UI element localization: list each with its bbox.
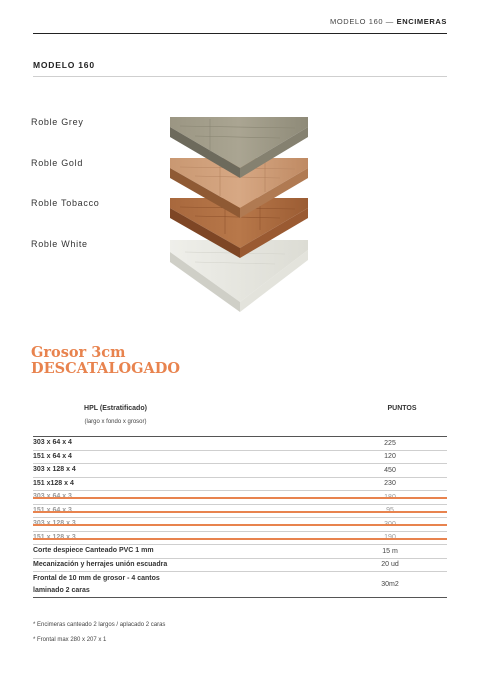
strikethrough-line bbox=[33, 497, 447, 499]
row-label-line1: Frontal de 10 mm de grosor - 4 cantos bbox=[33, 574, 160, 582]
table-row bbox=[33, 478, 447, 492]
strikethrough-line bbox=[33, 524, 447, 526]
table-row-frontal bbox=[33, 572, 447, 598]
footnote-frontal: * Frontal max 280 x 207 x 1 bbox=[33, 637, 107, 643]
section-title-line2: DESCATALOGADO bbox=[31, 360, 181, 377]
header-section: ENCIMERAS bbox=[396, 17, 447, 26]
finish-swatches bbox=[165, 112, 315, 312]
row-value: 230 bbox=[384, 480, 396, 488]
header-divider bbox=[33, 33, 447, 34]
table-header-points: PUNTOS bbox=[387, 405, 417, 412]
section-title bbox=[31, 345, 180, 377]
table-row-discontinued bbox=[33, 518, 447, 532]
table-row-discontinued bbox=[33, 491, 447, 505]
row-value: 225 bbox=[384, 439, 396, 447]
row-label: 151 x 64 x 4 bbox=[33, 452, 72, 460]
row-value: 30m2 bbox=[381, 581, 399, 588]
footnote-encimeras: * Encimeras canteado 2 largos / aplacado 2 caras bbox=[33, 622, 166, 628]
price-table bbox=[33, 437, 447, 598]
strikethrough-line bbox=[33, 538, 447, 540]
row-label: 303 x 128 x 4 bbox=[33, 466, 76, 474]
row-value: 450 bbox=[384, 466, 396, 474]
page-header bbox=[330, 17, 447, 26]
table-row bbox=[33, 464, 447, 478]
section-title-line1: Grosor 3cm bbox=[31, 344, 126, 361]
strikethrough-line bbox=[33, 511, 447, 513]
row-label: 151 x128 x 4 bbox=[33, 479, 74, 487]
row-label: Corte despiece Canteado PVC 1 mm bbox=[33, 547, 154, 555]
finish-label-gold: Roble Gold bbox=[31, 158, 84, 168]
table-row-discontinued bbox=[33, 532, 447, 546]
row-value: 15 m bbox=[382, 547, 398, 555]
table-row-discontinued bbox=[33, 505, 447, 519]
row-value: 20 ud bbox=[381, 561, 399, 569]
finish-label-white: Roble White bbox=[31, 239, 88, 249]
model-title: MODELO 160 bbox=[33, 60, 95, 70]
model-divider bbox=[33, 76, 447, 77]
table-row bbox=[33, 545, 447, 559]
table-subheader-dimensions: (largo x fondo x grosor) bbox=[84, 419, 147, 425]
row-value: 120 bbox=[384, 453, 396, 461]
finish-label-grey: Roble Grey bbox=[31, 117, 84, 127]
row-label: Mecanización y herrajes unión escuadra bbox=[33, 560, 168, 568]
row-label-line2: laminado 2 caras bbox=[33, 586, 90, 594]
finish-label-tobacco: Roble Tobacco bbox=[31, 198, 100, 208]
row-label bbox=[33, 573, 333, 597]
table-row bbox=[33, 437, 447, 451]
row-label: 303 x 64 x 4 bbox=[33, 439, 72, 447]
table-row bbox=[33, 559, 447, 573]
table-row bbox=[33, 451, 447, 465]
table-header-material: HPL (Estratificado) bbox=[84, 405, 147, 412]
header-prefix: MODELO 160 — bbox=[330, 17, 397, 26]
